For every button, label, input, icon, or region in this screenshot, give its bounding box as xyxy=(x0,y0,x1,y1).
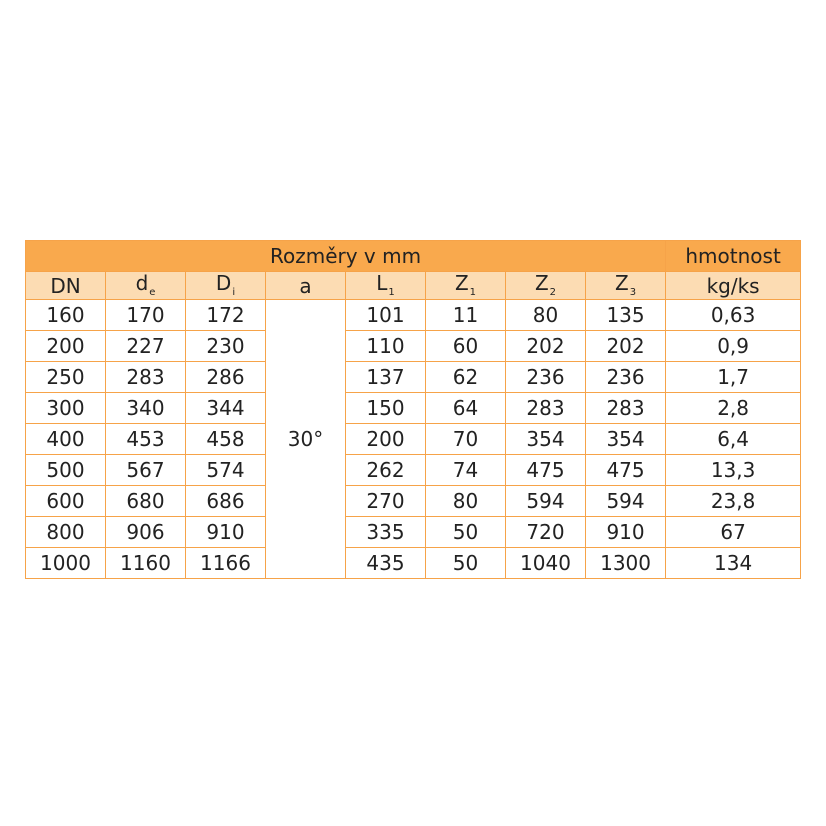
cell-z1: 70 xyxy=(426,424,506,455)
cell-dn: 1000 xyxy=(26,548,106,579)
cell-kg: 6,4 xyxy=(666,424,801,455)
cell-z3: 202 xyxy=(586,331,666,362)
cell-dn: 160 xyxy=(26,300,106,331)
col-header-di: $D_i$ xyxy=(186,272,266,300)
cell-kg: 1,7 xyxy=(666,362,801,393)
cell-de: 453 xyxy=(106,424,186,455)
cell-z3: 283 xyxy=(586,393,666,424)
cell-de: 340 xyxy=(106,393,186,424)
cell-kg: 0,9 xyxy=(666,331,801,362)
col-header-z2: $Z_2$ xyxy=(506,272,586,300)
cell-l1: 150 xyxy=(346,393,426,424)
cell-z2: 1040 xyxy=(506,548,586,579)
col-header-a: a xyxy=(266,272,346,300)
table-row xyxy=(26,548,801,579)
cell-dn: 600 xyxy=(26,486,106,517)
table-row xyxy=(26,331,801,362)
table-row xyxy=(26,300,801,331)
cell-dn: 400 xyxy=(26,424,106,455)
cell-l1: 137 xyxy=(346,362,426,393)
weight-group-header: hmotnost xyxy=(666,241,801,272)
cell-di: 686 xyxy=(186,486,266,517)
cell-z2: 202 xyxy=(506,331,586,362)
cell-de: 680 xyxy=(106,486,186,517)
group-header-row xyxy=(26,241,801,272)
cell-z1: 11 xyxy=(426,300,506,331)
cell-dn: 200 xyxy=(26,331,106,362)
cell-z2: 354 xyxy=(506,424,586,455)
cell-l1: 101 xyxy=(346,300,426,331)
table-row xyxy=(26,486,801,517)
cell-z2: 236 xyxy=(506,362,586,393)
cell-dn: 300 xyxy=(26,393,106,424)
cell-di: 910 xyxy=(186,517,266,548)
col-header-dn: DN xyxy=(26,272,106,300)
cell-z3: 354 xyxy=(586,424,666,455)
cell-l1: 435 xyxy=(346,548,426,579)
cell-l1: 270 xyxy=(346,486,426,517)
cell-dn: 250 xyxy=(26,362,106,393)
cell-kg: 134 xyxy=(666,548,801,579)
cell-z1: 80 xyxy=(426,486,506,517)
column-header-row xyxy=(26,272,801,300)
table-row xyxy=(26,455,801,486)
cell-z3: 910 xyxy=(586,517,666,548)
cell-de: 567 xyxy=(106,455,186,486)
cell-di: 344 xyxy=(186,393,266,424)
cell-dn: 800 xyxy=(26,517,106,548)
col-header-z1: $Z_1$ xyxy=(426,272,506,300)
cell-de: 283 xyxy=(106,362,186,393)
cell-z1: 50 xyxy=(426,548,506,579)
table-row xyxy=(26,424,801,455)
cell-z3: 594 xyxy=(586,486,666,517)
cell-z1: 62 xyxy=(426,362,506,393)
table-row xyxy=(26,517,801,548)
cell-l1: 262 xyxy=(346,455,426,486)
table-row xyxy=(26,393,801,424)
cell-kg: 0,63 xyxy=(666,300,801,331)
table-body xyxy=(26,300,801,579)
cell-kg: 67 xyxy=(666,517,801,548)
cell-kg: 23,8 xyxy=(666,486,801,517)
cell-z2: 80 xyxy=(506,300,586,331)
cell-l1: 110 xyxy=(346,331,426,362)
cell-angle: 30° xyxy=(266,300,346,579)
col-header-z3: $Z_3$ xyxy=(586,272,666,300)
cell-di: 172 xyxy=(186,300,266,331)
cell-de: 170 xyxy=(106,300,186,331)
cell-z3: 236 xyxy=(586,362,666,393)
cell-kg: 2,8 xyxy=(666,393,801,424)
col-header-de: $d_e$ xyxy=(106,272,186,300)
table-row xyxy=(26,362,801,393)
cell-z2: 594 xyxy=(506,486,586,517)
cell-di: 230 xyxy=(186,331,266,362)
cell-z2: 475 xyxy=(506,455,586,486)
cell-kg: 13,3 xyxy=(666,455,801,486)
cell-di: 286 xyxy=(186,362,266,393)
cell-z1: 74 xyxy=(426,455,506,486)
cell-l1: 200 xyxy=(346,424,426,455)
cell-di: 1166 xyxy=(186,548,266,579)
col-header-kg: kg/ks xyxy=(666,272,801,300)
cell-de: 227 xyxy=(106,331,186,362)
cell-z3: 475 xyxy=(586,455,666,486)
cell-de: 1160 xyxy=(106,548,186,579)
col-header-l1: $L_1$ xyxy=(346,272,426,300)
cell-z2: 283 xyxy=(506,393,586,424)
cell-z3: 1300 xyxy=(586,548,666,579)
cell-z1: 60 xyxy=(426,331,506,362)
cell-dn: 500 xyxy=(26,455,106,486)
cell-l1: 335 xyxy=(346,517,426,548)
cell-di: 458 xyxy=(186,424,266,455)
dimensions-group-header: Rozměry v mm xyxy=(26,241,666,272)
dimensions-table xyxy=(25,240,801,579)
cell-z3: 135 xyxy=(586,300,666,331)
cell-z2: 720 xyxy=(506,517,586,548)
cell-de: 906 xyxy=(106,517,186,548)
cell-z1: 64 xyxy=(426,393,506,424)
cell-di: 574 xyxy=(186,455,266,486)
cell-z1: 50 xyxy=(426,517,506,548)
